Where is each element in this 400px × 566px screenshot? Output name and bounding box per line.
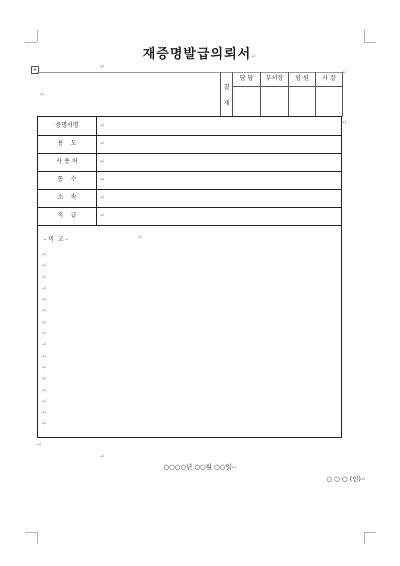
paragraph-mark: ↵ [100, 63, 106, 70]
date-line: ○○○○년 ○○월 ○○일↵ [163, 463, 237, 471]
approval-label: 결재 [221, 72, 233, 116]
table-move-handle-icon[interactable]: + [32, 67, 38, 73]
form-table: 증명서명 ↵ 용 도 ↵ 사 용 처 ↵ 통 수 ↵ 소 속 ↵ 직 급 ↵ - 비 고 - ↵ ↵ ↵ ↵ ↵ ↵ ↵ ↵ ↵ ↵ ↵ ↵ ↵ ↵ ↵ ↵ ↵ [37, 116, 342, 438]
field-row-copies[interactable]: 통 수 ↵ [38, 171, 341, 190]
field-row-purpose[interactable]: 용 도 ↵ [38, 135, 341, 154]
crop-mark [364, 532, 365, 544]
crop-mark [364, 532, 376, 533]
approval-col-president[interactable]: 사 장 [316, 72, 343, 116]
paragraph-mark: ↵ [37, 441, 43, 448]
remarks-label: - 비 고 - [44, 236, 68, 243]
paragraph-mark: ↵ [342, 69, 348, 76]
field-row-certificate-name[interactable]: 증명서명 ↵ [38, 117, 341, 136]
field-row-usage-place[interactable]: 사 용 처 ↵ [38, 153, 341, 172]
approval-col-executive[interactable]: 임 원 [289, 72, 316, 116]
approval-box [220, 72, 343, 116]
paragraph-mark: ↵ [100, 453, 106, 460]
crop-mark [37, 30, 38, 42]
approval-col-dept-head[interactable]: 부서장 [261, 72, 289, 116]
signature-line: ○ ○ ○ (인)↵ [326, 475, 366, 483]
remarks-lines: ↵ ↵ ↵ ↵ ↵ ↵ ↵ ↵ ↵ ↵ ↵ ↵ ↵ ↵ ↵ ↵ [42, 251, 48, 428]
crop-mark [25, 532, 37, 533]
field-row-department[interactable]: 소 속 ↵ [38, 189, 341, 208]
document-title: 재증명발급의뢰서↵ [142, 47, 258, 62]
field-row-position[interactable]: 직 급 ↵ [38, 207, 341, 226]
crop-mark [37, 532, 38, 544]
paragraph-mark: ↵ [40, 91, 46, 98]
approval-col-staff[interactable]: 담 당 [233, 72, 261, 116]
crop-mark [364, 30, 365, 42]
paragraph-mark: ↵ [342, 119, 348, 126]
